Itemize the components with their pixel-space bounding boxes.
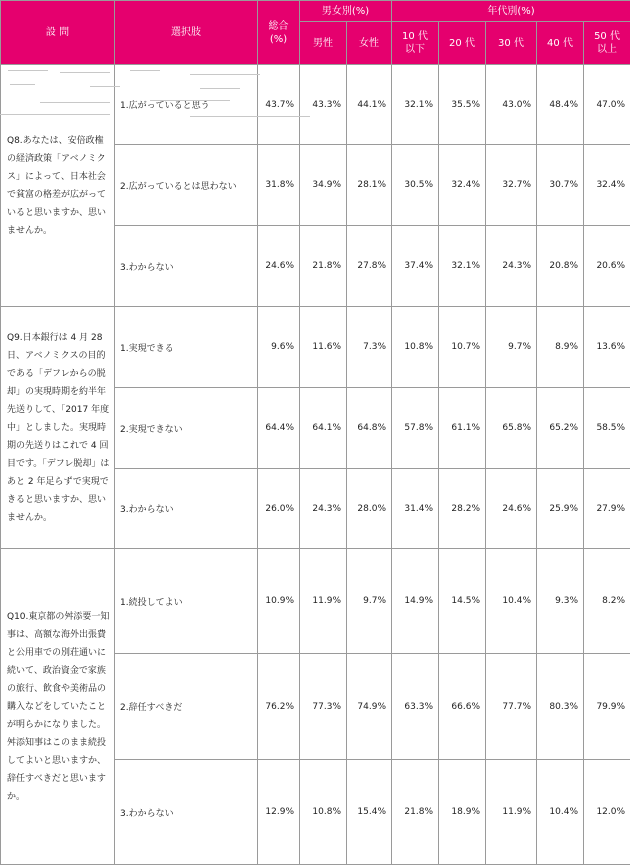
value-female: 27.8% [347,226,392,307]
table-row [1,65,630,145]
value-male: 43.3% [300,65,347,145]
value-age-40s: 9.3% [537,549,584,654]
value-male: 64.1% [300,388,347,469]
value-female: 74.9% [347,654,392,760]
value-age-30s: 43.0% [486,65,537,145]
value-male: 77.3% [300,654,347,760]
value-total: 10.9% [258,549,300,654]
value-age-20s: 10.7% [439,307,486,388]
value-age-40s: 25.9% [537,469,584,549]
value-age-40s: 48.4% [537,65,584,145]
value-age-20s: 14.5% [439,549,486,654]
value-age-40s: 20.8% [537,226,584,307]
male-column-header: 男性 [300,22,347,65]
value-age-50s: 47.0% [584,65,630,145]
value-age-30s: 24.6% [486,469,537,549]
female-column-header: 女性 [347,22,392,65]
value-female: 28.0% [347,469,392,549]
value-age-10s: 57.8% [392,388,439,469]
value-age-50s: 32.4% [584,145,630,226]
value-age-20s: 61.1% [439,388,486,469]
value-female: 9.7% [347,549,392,654]
age-30s-column-header: 30 代 [486,22,537,65]
value-age-20s: 28.2% [439,469,486,549]
age-20s-column-header: 20 代 [439,22,486,65]
value-age-10s: 31.4% [392,469,439,549]
value-total: 9.6% [258,307,300,388]
option-label: 3.わからない [115,469,258,549]
value-age-50s: 79.9% [584,654,630,760]
value-age-10s: 30.5% [392,145,439,226]
value-age-30s: 77.7% [486,654,537,760]
value-age-40s: 80.3% [537,654,584,760]
value-total: 76.2% [258,654,300,760]
value-total: 24.6% [258,226,300,307]
value-age-30s: 65.8% [486,388,537,469]
age-group-header: 年代別(%) [392,1,630,22]
value-total: 64.4% [258,388,300,469]
value-female: 44.1% [347,65,392,145]
value-age-40s: 10.4% [537,760,584,865]
value-age-20s: 35.5% [439,65,486,145]
value-total: 31.8% [258,145,300,226]
value-age-30s: 10.4% [486,549,537,654]
table-row [1,307,630,388]
value-age-30s: 32.7% [486,145,537,226]
value-age-50s: 58.5% [584,388,630,469]
value-age-10s: 14.9% [392,549,439,654]
gender-group-header: 男女別(%) [300,1,392,22]
value-female: 7.3% [347,307,392,388]
value-age-50s: 13.6% [584,307,630,388]
value-male: 21.8% [300,226,347,307]
value-age-40s: 30.7% [537,145,584,226]
age-50s-column-header: 50 代 以上 [584,22,630,65]
value-age-50s: 20.6% [584,226,630,307]
age-40s-column-header: 40 代 [537,22,584,65]
option-label: 1.続投してよい [115,549,258,654]
value-male: 34.9% [300,145,347,226]
value-male: 24.3% [300,469,347,549]
value-male: 11.6% [300,307,347,388]
question-text: Q9.日本銀行は 4 月 28 日、アベノミクスの目的である「デフレからの脱却」の実現時期を約半年先送りして、「2017 年度中」としました。実現時期の先送りはこれで 4 回目です。「デフレ脱却」はあと 2 年足らずで実現できると思いますか、思いませんか。 [1,307,115,549]
option-column-header: 選択肢 [115,1,258,65]
value-age-20s: 32.1% [439,226,486,307]
option-label: 1.実現できる [115,307,258,388]
question-text: Q10.東京都の舛添要一知事は、高額な海外出張費と公用車での別荘通いに続いて、政治資金で家族の旅行、飲食や美術品の購入などをしていたことが明らかになりました。舛添知事はこのまま続投してよいと思いますか、辞任すべきだと思いますか。 [1,549,115,865]
value-age-10s: 37.4% [392,226,439,307]
value-age-10s: 32.1% [392,65,439,145]
total-column-header: 総合 (%) [258,1,300,65]
value-female: 28.1% [347,145,392,226]
option-label: 3.わからない [115,226,258,307]
option-label: 2.実現できない [115,388,258,469]
table-row [1,549,630,654]
value-age-20s: 32.4% [439,145,486,226]
value-age-10s: 21.8% [392,760,439,865]
value-female: 15.4% [347,760,392,865]
question-text: Q8.あなたは、安倍政権の経済政策「アベノミクス」によって、日本社会で貧富の格差が広がっていると思いますか、思いませんか。 [1,65,115,307]
value-age-50s: 8.2% [584,549,630,654]
value-age-10s: 63.3% [392,654,439,760]
value-age-20s: 66.6% [439,654,486,760]
value-total: 12.9% [258,760,300,865]
value-age-20s: 18.9% [439,760,486,865]
option-label: 2.広がっているとは思わない [115,145,258,226]
value-female: 64.8% [347,388,392,469]
option-label: 1.広がっていると思う [115,65,258,145]
option-label: 2.辞任すべきだ [115,654,258,760]
age-10s-column-header: 10 代 以下 [392,22,439,65]
value-age-40s: 8.9% [537,307,584,388]
value-age-40s: 65.2% [537,388,584,469]
value-age-50s: 27.9% [584,469,630,549]
value-total: 43.7% [258,65,300,145]
value-male: 10.8% [300,760,347,865]
value-age-30s: 24.3% [486,226,537,307]
question-column-header: 設 問 [1,1,115,65]
value-age-30s: 9.7% [486,307,537,388]
value-total: 26.0% [258,469,300,549]
value-age-50s: 12.0% [584,760,630,865]
option-label: 3.わからない [115,760,258,865]
value-age-30s: 11.9% [486,760,537,865]
value-male: 11.9% [300,549,347,654]
value-age-10s: 10.8% [392,307,439,388]
